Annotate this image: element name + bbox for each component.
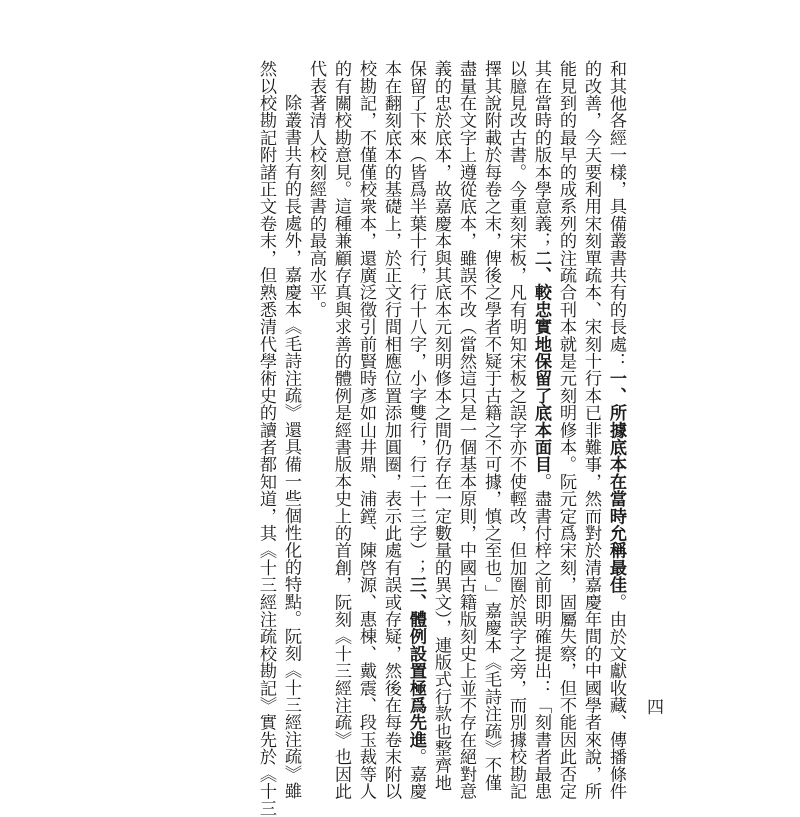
- text-segment: 。盡書付梓之前即明確提出：「刻書者最患: [531, 472, 551, 800]
- vertical-text-block: [253, 60, 628, 817]
- text-column: [278, 60, 303, 800]
- text-segment: 擇其說附載於每卷之末，俾後之學者不疑于古籍之不可據，慎之至也。」嘉慶本《毛詩注疏》不僅: [481, 60, 501, 791]
- text-segment: 除叢書共有的長處外，嘉慶本《毛詩注疏》還具備一些個性化的特點。阮刻《十三經注疏》雖: [281, 94, 301, 800]
- text-segment: 。由於文獻收藏、傳播條件: [606, 593, 626, 800]
- text-column: [528, 60, 553, 800]
- text-segment: 的有關校勘意見。這種兼顧存真與求善的體例是經書版本史上的首創，阮刻《十三經注疏》也因此: [331, 60, 351, 800]
- text-segment: 義的忠於底本，故嘉慶本與其底本元刻明修本之間仍存在一定數量的異文），連版式行款也整齊地: [431, 60, 451, 791]
- text-segment: 代表著清人校刻經書的最高水平。: [306, 60, 326, 318]
- text-column: [403, 60, 428, 800]
- text-segment: 。嘉慶: [406, 748, 426, 800]
- text-column: [253, 60, 278, 817]
- text-segment: 保留了下來（皆爲半葉十行，行十八字，小字雙行，行二十三字）；: [406, 60, 426, 576]
- text-column: [353, 60, 378, 800]
- text-column: [328, 60, 353, 800]
- text-column: [428, 60, 453, 791]
- bold-heading-phrase: 二、較忠實地保留了底本面目: [531, 249, 551, 473]
- text-column: [553, 60, 578, 800]
- text-column: [478, 60, 503, 791]
- text-column: [378, 60, 403, 800]
- bold-heading-phrase: 三、體例設置極爲先進: [406, 576, 426, 748]
- text-column: [503, 60, 528, 800]
- page-number: 四: [643, 698, 663, 715]
- text-segment: 其在當時的版本學意義；: [531, 60, 551, 250]
- text-segment: 盡量在文字上遵從底本，雖誤不改（當然這只是一個基本原則，中國古籍版刻史上並不存在絕對意: [456, 60, 476, 800]
- text-segment: 的改善，今天要利用宋刻單疏本、宋刻十行本已非難事，然而對於清嘉慶年間的中國學者來說，所: [581, 60, 601, 800]
- text-column: [603, 60, 628, 800]
- text-segment: 校勘記，不僅僅校衆本，還廣泛徵引前賢時彥如山井鼎、浦鏜、陳啓源、惠棟、戴震、段玉裁等人: [356, 60, 376, 800]
- text-segment: 然以校勘記附諸正文卷末，但熟悉清代學術史的讀者都知道，其《十三經注疏校勘記》實先於《十三: [256, 60, 276, 817]
- bold-heading-phrase: 一、所據底本在當時允稱最佳: [606, 369, 626, 594]
- text-column: [453, 60, 478, 800]
- text-segment: 以臆見改古書。今重刻宋板，凡有明知宋板之誤字亦不使輕改，但加圈於誤字之旁，而別據校勘記: [506, 60, 526, 800]
- text-segment: 和其他各經一樣，具備叢書共有的長處：: [606, 60, 626, 370]
- text-column: [578, 60, 603, 800]
- text-segment: 本在翻刻底本的基礎上，於正文行間相應位置添加圓圈，表示此處有誤或存疑，然後在每卷末附以: [381, 60, 401, 800]
- text-segment: 能見到的最早的成系列的注疏合刊本就是元刻明修本。阮元定爲宋刻，固屬失察，但不能因此否定: [556, 60, 576, 800]
- text-column: [303, 60, 328, 720]
